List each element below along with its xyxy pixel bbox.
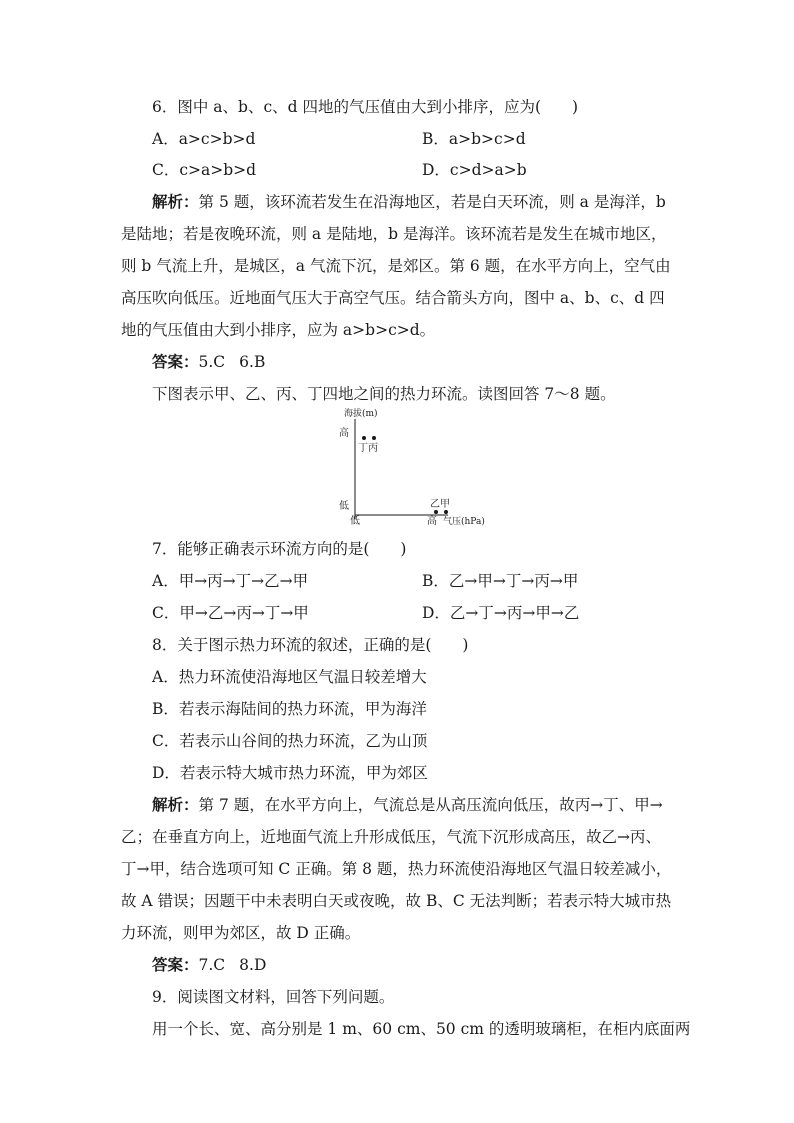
analysis-2-line-5: 力环流，则甲为郊区，故 D 正确。 (121, 924, 361, 942)
q8-option-a: A．热力环流使沿海地区气温日较差增大 (152, 668, 427, 686)
y-high-label: 高 (339, 428, 349, 439)
analysis-1-line-1: 解析：第 5 题，该环流若发生在沿海地区，若是白天环流，则 a 是海洋，b (152, 192, 666, 211)
q8-option-b: B．若表示海陆间的热力环流，甲为海洋 (152, 700, 427, 718)
analysis-2-line-3: 丁→甲，结合选项可知 C 正确。第 8 题，热力环流使沿海地区气温日较差减小， (121, 860, 672, 878)
point-ding (362, 436, 366, 440)
analysis-1-line-3: 则 b 气流上升，是城区，a 气流下沉，是郊区。第 6 题，在水平方向上，空气由 (121, 257, 671, 275)
q7-option-b: B．乙→甲→丁→丙→甲 (422, 572, 579, 590)
answer-2: 答案：7.C 8.D (152, 955, 267, 974)
q9-stem: 9．阅读图文材料，回答下列问题。 (152, 988, 395, 1006)
q7-option-a: A．甲→丙→丁→乙→甲 (152, 572, 309, 590)
q7-option-c: C．甲→乙→丙→丁→甲 (152, 604, 309, 622)
q9-material-line-1: 用一个长、宽、高分别是 1 m、60 cm、50 cm 的透明玻璃柜，在柜内底面两 (152, 1020, 691, 1038)
figure-intro: 下图表示甲、乙、丙、丁四地之间的热力环流。读图回答 7～8 题。 (152, 385, 616, 403)
q6-option-c: C．c>a>b>d (152, 161, 257, 179)
x-low-label: 低 (350, 516, 360, 527)
q8-stem: 8．关于图示热力环流的叙述，正确的是( ) (152, 636, 469, 654)
top-points-label: 丁丙 (358, 443, 378, 454)
q7-option-d: D．乙→丁→丙→甲→乙 (422, 604, 580, 622)
q6-stem: 6．图中 a、b、c、d 四地的气压值由大到小排序，应为( ) (152, 98, 579, 116)
q7-stem: 7．能够正确表示环流方向的是( ) (152, 540, 407, 558)
analysis-label: 解析： (152, 795, 199, 814)
bottom-points-label: 乙甲 (430, 499, 450, 510)
point-yi (434, 510, 438, 514)
q6-option-a: A．a>c>b>d (152, 130, 256, 148)
q6-option-d: D．c>d>a>b (422, 161, 527, 179)
answer-1: 答案：5.C 6.B (152, 352, 266, 371)
q6-option-b: B．a>b>c>d (422, 130, 526, 148)
analysis-2-line-1: 解析：第 7 题，在水平方向上，气流总是从高压流向低压，故丙→丁、甲→ (152, 795, 663, 814)
y-axis-title: 海拔(m) (344, 409, 378, 419)
analysis-1-line-5: 地的气压值由大到小排序，应为 a>b>c>d。 (121, 321, 436, 339)
answer-label: 答案： (152, 955, 199, 974)
x-high-label: 高 (427, 516, 437, 527)
point-jia (444, 510, 448, 514)
analysis-2-line-2: 乙；在垂直方向上，近地面气流上升形成低压，气流下沉形成高压，故乙→丙、 (121, 828, 661, 846)
q8-option-d: D．若表示特大城市热力环流，甲为郊区 (152, 764, 428, 782)
answer-label: 答案： (152, 352, 199, 371)
analysis-label: 解析： (152, 192, 199, 211)
x-axis-title: 气压(hPa) (443, 517, 485, 527)
q8-option-c: C．若表示山谷间的热力环流，乙为山顶 (152, 732, 428, 750)
thermal-circulation-figure (330, 405, 510, 530)
y-low-label: 低 (339, 501, 349, 512)
point-bing (372, 436, 376, 440)
analysis-1-line-4: 高压吹向低压。近地面气压大于高空气压。结合箭头方向，图中 a、b、c、d 四 (121, 289, 665, 307)
analysis-1-line-2: 是陆地；若是夜晚环流，则 a 是陆地，b 是海洋。该环流若是发生在城市地区， (121, 225, 667, 243)
analysis-2-line-4: 故 A 错误；因题干中未表明白天或夜晚，故 B、C 无法判断；若表示特大城市热 (121, 892, 672, 910)
